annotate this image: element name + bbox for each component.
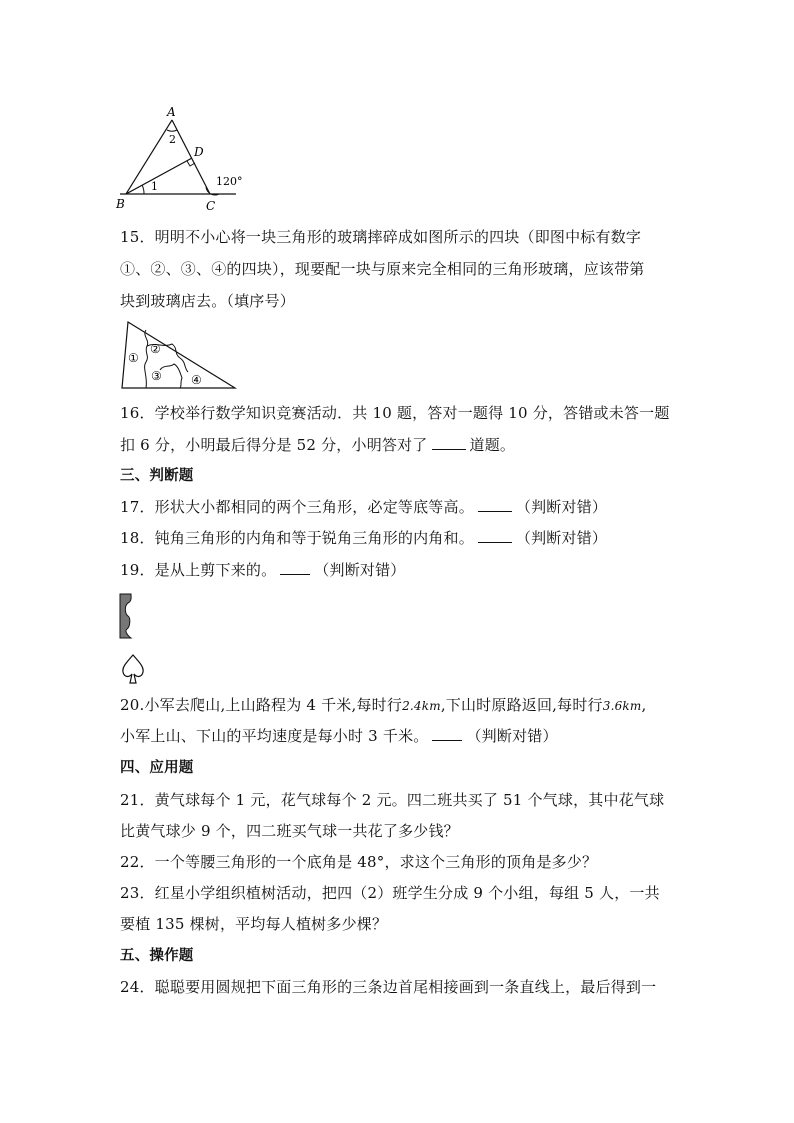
q17-suffix: （判断对错） bbox=[515, 498, 608, 516]
side-ac bbox=[172, 120, 210, 194]
q17-answer-blank[interactable] bbox=[478, 497, 512, 512]
q21-line1: 21．黄气球每个 1 元，花气球每个 2 元。四二班共买了 51 个气球，其中花气球 bbox=[120, 791, 665, 809]
piece-4: ④ bbox=[191, 373, 202, 387]
q16-line1: 16．学校举行数学知识竞赛活动．共 10 题，答对一题得 10 分，答错或未答一题 bbox=[120, 404, 670, 422]
folded-paper-shape bbox=[119, 593, 139, 639]
q16-line2 bbox=[120, 435, 515, 455]
q15-line2: ①、②、③、④的四块），现要配一块与原来完全相同的三角形玻璃，应该带第 bbox=[120, 260, 645, 278]
side-ab bbox=[126, 120, 172, 194]
section5-heading: 五、操作题 bbox=[120, 948, 194, 964]
section3-heading: 三、判断题 bbox=[120, 468, 194, 484]
q20-suffix: （判断对错） bbox=[466, 727, 558, 745]
q15-line3-text: 块到玻璃店去。（填序号） bbox=[120, 292, 295, 310]
label-d: D bbox=[194, 145, 204, 159]
q19-suffix: （判断对错） bbox=[314, 561, 406, 579]
label-b: B bbox=[116, 197, 125, 211]
crack-3 bbox=[160, 364, 182, 388]
q16-line2-text: 扣 6 分，小明最后得分是 52 分，小明答对了 bbox=[120, 436, 428, 454]
section4-heading: 四、应用题 bbox=[120, 760, 194, 776]
q19-answer-blank[interactable] bbox=[280, 560, 310, 575]
q20-answer-blank[interactable] bbox=[432, 726, 462, 741]
q17-text: 17．形状大小都相同的两个三角形，必定等底等高。 bbox=[120, 498, 474, 516]
q19-line bbox=[120, 560, 406, 580]
q18-answer-blank[interactable] bbox=[478, 528, 512, 543]
angle1-arc bbox=[142, 185, 144, 194]
spade-shape bbox=[120, 653, 146, 685]
triangle-abc-figure bbox=[112, 102, 252, 212]
q23-line2: 要植 135 棵树，平均每人植树多少棵？ bbox=[120, 915, 388, 933]
q17-line bbox=[120, 497, 607, 517]
q19-text: 19．是从上剪下来的。 bbox=[120, 561, 277, 579]
piece-3: ③ bbox=[151, 369, 162, 383]
piece-2: ② bbox=[150, 342, 161, 356]
q20-text-c: , bbox=[641, 696, 647, 714]
q20-line1 bbox=[120, 695, 646, 716]
q20-line2 bbox=[120, 726, 558, 746]
q15-line1: 15．明明不小心将一块三角形的玻璃摔碎成如图所示的四块（即图中标有数字 bbox=[120, 228, 642, 246]
q23-line1: 23．红星小学组织植树活动，把四（2）班学生分成 9 个小组，每组 5 人，一共 bbox=[120, 884, 660, 902]
q24-line1: 24．聪聪要用圆规把下面三角形的三条边首尾相接画到一条直线上，最后得到一 bbox=[120, 978, 657, 996]
crack-1 bbox=[145, 330, 148, 388]
piece-1: ① bbox=[128, 351, 139, 365]
label-angle2: 2 bbox=[169, 133, 176, 146]
q20-line2-text: 小军上山、下山的平均速度是每小时 3 千米。 bbox=[120, 727, 429, 745]
label-angle1: 1 bbox=[151, 180, 158, 193]
q18-line bbox=[120, 528, 607, 548]
q21-line2: 比黄气球少 9 个，四二班买气球一共花了多少钱？ bbox=[120, 822, 459, 840]
q20-text-b: ,下山时原路返回,每时行 bbox=[440, 696, 603, 714]
label-c: C bbox=[206, 199, 216, 213]
angle2-arc bbox=[167, 130, 177, 131]
segment-bd bbox=[126, 158, 192, 194]
q16-answer-blank[interactable] bbox=[432, 435, 466, 450]
label-120: 120° bbox=[216, 175, 243, 188]
q18-suffix: （判断对错） bbox=[515, 529, 608, 547]
q22-line: 22．一个等腰三角形的一个底角是 48°，求这个三角形的顶角是多少？ bbox=[120, 853, 598, 871]
q20-text-a: 20.小军去爬山,上山路程为 4 千米,每时行 bbox=[120, 696, 403, 714]
label-a: A bbox=[167, 105, 176, 119]
glass-outline bbox=[122, 322, 235, 388]
q20-value-1: 2.4km bbox=[402, 699, 441, 713]
q15-line3 bbox=[120, 291, 295, 311]
q16-line2-end: 道题。 bbox=[469, 436, 516, 454]
q20-value-2: 3.6km bbox=[602, 699, 642, 713]
q18-text: 18．钝角三角形的内角和等于锐角三角形的内角和。 bbox=[120, 529, 474, 547]
broken-glass-figure bbox=[120, 320, 240, 392]
